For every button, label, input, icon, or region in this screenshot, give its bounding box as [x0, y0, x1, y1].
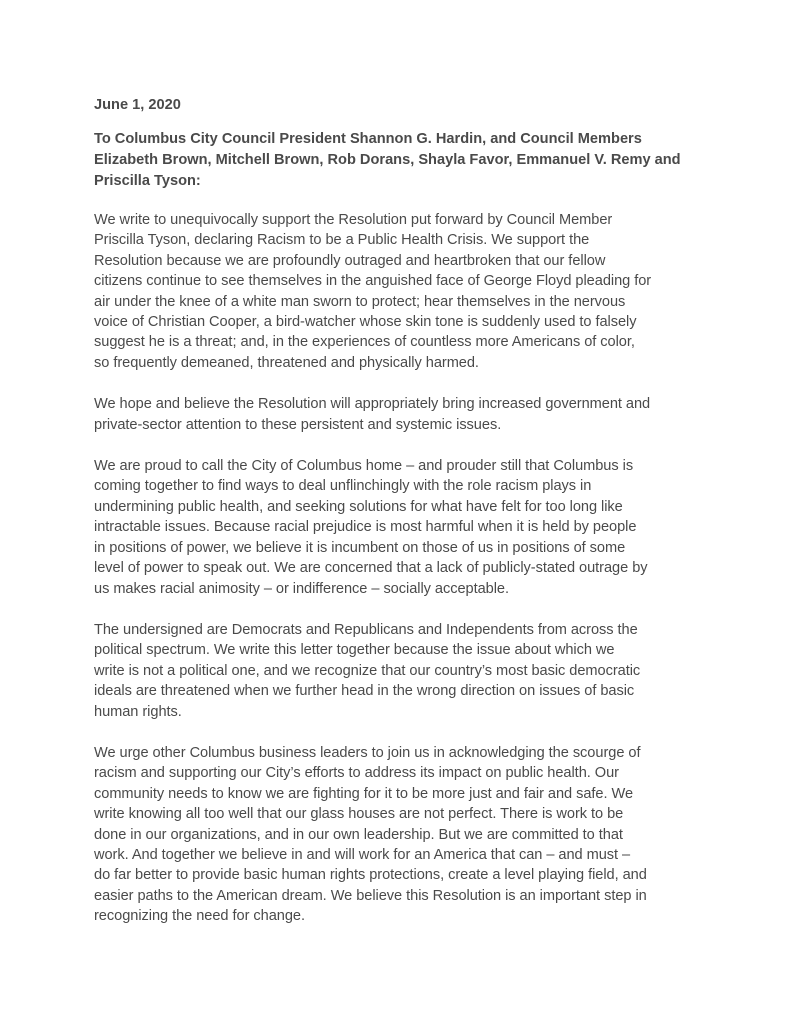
paragraph-line: so frequently demeaned, threatened and physically harmed. — [94, 354, 479, 371]
paragraph-line: coming together to find ways to deal unflinchingly with the role racism plays in — [94, 478, 592, 495]
paragraph-line: racism and supporting our City’s efforts to address its impact on public health. Our — [94, 765, 619, 782]
paragraph-line: Priscilla Tyson, declaring Racism to be a Public Health Crisis. We support the — [94, 232, 590, 249]
paragraph-support-resolution — [94, 210, 706, 373]
paragraph-line: community needs to know we are fighting for it to be more just and fair and safe. We — [94, 785, 634, 802]
paragraph-line: work. And together we believe in and will work for an America that can – and must – — [94, 846, 631, 863]
paragraph-line: in positions of power, we believe it is incumbent on those of us in positions of some — [94, 539, 626, 556]
paragraph-line: intractable issues. Because racial prejudice is most harmful when it is held by people — [94, 519, 637, 536]
paragraph-line: recognizing the need for change. — [94, 908, 305, 925]
paragraph-line: undermining public health, and seeking solutions for what have felt for too long like — [94, 498, 623, 515]
paragraph-line: ideals are threatened when we further head in the wrong direction on issues of basic — [94, 683, 635, 700]
paragraph-line: We hope and believe the Resolution will appropriately bring increased government and — [94, 396, 651, 413]
paragraph-line: level of power to speak out. We are concerned that a lack of publicly-stated outrage by — [94, 560, 648, 577]
paragraph-line: citizens continue to see themselves in the anguished face of George Floyd pleading for — [94, 273, 652, 290]
letter-salutation — [94, 129, 706, 192]
paragraph-hope — [94, 394, 706, 435]
paragraph-line: air under the knee of a white man sworn to protect; hear themselves in the nervous — [94, 293, 626, 310]
paragraph-line: us makes racial animosity – or indifference – socially acceptable. — [94, 580, 509, 597]
paragraph-call-to-action — [94, 743, 706, 927]
paragraph-line: We write to unequivocally support the Resolution put forward by Council Member — [94, 212, 613, 228]
paragraph-line: We are proud to call the City of Columbus home – and prouder still that Columbus is — [94, 458, 634, 475]
paragraph-line: voice of Christian Cooper, a bird-watcher whose skin tone is suddenly used to falsely — [94, 314, 637, 331]
paragraph-line: easier paths to the American dream. We believe this Resolution is an important step in — [94, 887, 647, 904]
salutation-line: To Columbus City Council President Shannon G. Hardin, and Council Members — [94, 131, 642, 147]
paragraph-undersigned — [94, 620, 706, 722]
letter-date: June 1, 2020 — [94, 97, 181, 113]
paragraph-line: write knowing all too well that our glass houses are not perfect. There is work to be — [94, 806, 624, 823]
letter-page — [94, 95, 706, 948]
paragraph-line: We urge other Columbus business leaders to join us in acknowledging the scourge of — [94, 744, 641, 761]
paragraph-line: Resolution because we are profoundly outraged and heartbroken that our fellow — [94, 252, 606, 269]
paragraph-line: political spectrum. We write this letter together because the issue about which we — [94, 642, 615, 659]
paragraph-line: done in our organizations, and in our own leadership. But we are committed to that — [94, 826, 623, 843]
paragraph-line: write is not a political one, and we recognize that our country’s most basic democratic — [94, 662, 641, 679]
salutation-line: Priscilla Tyson: — [94, 173, 201, 189]
paragraph-line: human rights. — [94, 703, 182, 720]
paragraph-line: The undersigned are Democrats and Republicans and Independents from across the — [94, 621, 638, 638]
salutation-line: Elizabeth Brown, Mitchell Brown, Rob Dorans, Shayla Favor, Emmanuel V. Remy and — [94, 152, 681, 168]
paragraph-line: private-sector attention to these persistent and systemic issues. — [94, 416, 502, 433]
paragraph-columbus-home — [94, 456, 706, 599]
paragraph-line: do far better to provide basic human rights protections, create a level playing field, and — [94, 867, 647, 884]
paragraph-line: suggest he is a threat; and, in the experiences of countless more Americans of color, — [94, 334, 635, 351]
